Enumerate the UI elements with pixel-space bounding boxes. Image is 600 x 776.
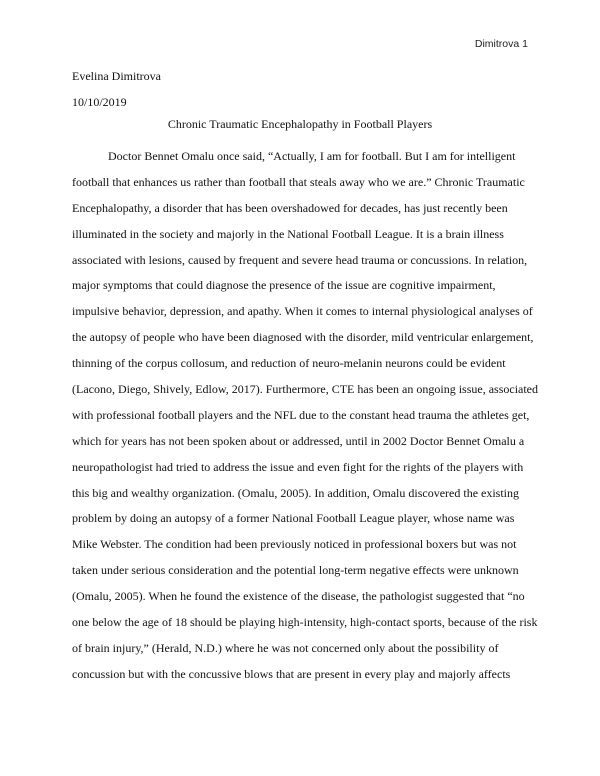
- body-line: (Omalu, 2005). When he found the existence of the disease, the pathologist suggested that “no: [72, 589, 525, 604]
- body-line: Encephalopathy, a disorder that has been overshadowed for decades, has just recently been: [72, 200, 508, 215]
- body-line: (Lacono, Diego, Shively, Edlow, 2017). Furthermore, CTE has been an ongoing issue, associated: [72, 382, 539, 397]
- body-line: impulsive behavior, depression, and apathy. When it comes to internal physiological analyses of: [72, 304, 533, 319]
- body-line: the autopsy of people who have been diagnosed with the disorder, mild ventricular enlargement,: [72, 330, 534, 345]
- author-name: Evelina Dimitrova: [72, 69, 161, 83]
- body-line: major symptoms that could diagnose the presence of the issue are cognitive impairment,: [72, 278, 496, 293]
- body-line: associated with lesions, caused by frequent and severe head trauma or concussions. In relation,: [72, 252, 528, 267]
- essay-title: Chronic Traumatic Encephalopathy in Football Players: [167, 117, 433, 131]
- body-line: Mike Webster. The condition had been previously noticed in professional boxers but was not: [72, 537, 517, 552]
- body-line: problem by doing an autopsy of a former National Football League player, whose name was: [72, 511, 515, 526]
- running-head: Dimitrova 1: [474, 38, 528, 50]
- body-line: thinning of the corpus collosum, and reduction of neuro-melanin neurons could be evident: [72, 356, 506, 371]
- date-line: 10/10/2019: [72, 95, 127, 109]
- body-line: of brain injury,” (Herald, N.D.) where he was not concerned only about the possibility of: [72, 640, 499, 655]
- body-line: this big and wealthy organization. (Omalu, 2005). In addition, Omalu discovered the existing: [72, 485, 520, 500]
- body-line: taken under serious consideration and the potential long-term negative effects were unknown: [72, 563, 519, 578]
- body-line: neuropathologist had tried to address the issue and even fight for the rights of the players with: [72, 459, 524, 474]
- body-line: illuminated in the society and majorly in the National Football League. It is a brain illness: [72, 226, 504, 241]
- body-line: which for years has not been spoken about or addressed, until in 2002 Doctor Bennet Omalu a: [72, 433, 525, 448]
- body-line: with professional football players and the NFL due to the constant head trauma the athletes get,: [72, 407, 530, 422]
- body-line: concussion but with the concussive blows that are present in every play and majorly affects: [72, 666, 511, 681]
- body-line: football that enhances us rather than football that steals away who we are.” Chronic Traumatic: [72, 174, 525, 189]
- body-line: one below the age of 18 should be playing high-intensity, high-contact sports, because of the risk: [72, 615, 538, 630]
- body-paragraph: [72, 149, 542, 693]
- body-line: Doctor Bennet Omalu once said, “Actually, I am for football. But I am for intelligent: [108, 149, 516, 163]
